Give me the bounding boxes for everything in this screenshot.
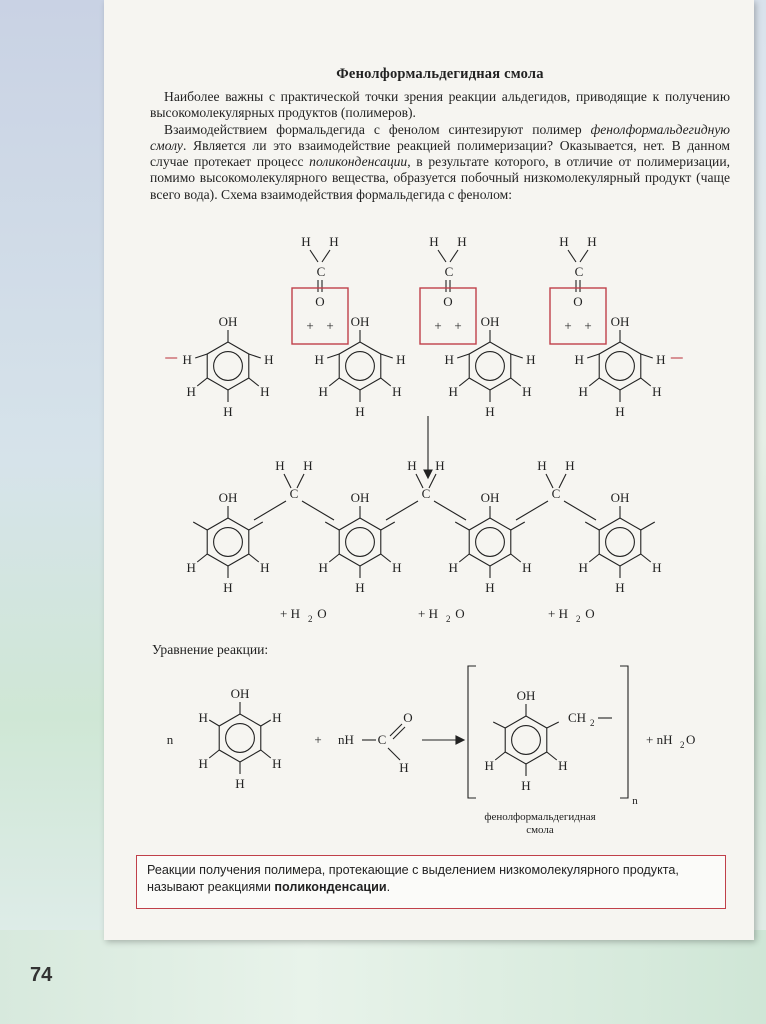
atom-label: H	[484, 758, 494, 773]
atom-label: O	[585, 606, 595, 621]
bond	[249, 554, 259, 562]
atom-label: H	[186, 560, 196, 575]
atom-label: H	[522, 560, 532, 575]
atom-label: H	[485, 404, 495, 419]
background-wave	[0, 930, 766, 1024]
bond	[516, 501, 548, 520]
atom-label: H	[223, 580, 233, 595]
atom-label: H	[574, 352, 584, 367]
aromatic-circle	[476, 528, 505, 557]
atom-label: nH	[338, 732, 354, 747]
atom-label: H	[558, 758, 568, 773]
bond	[459, 378, 469, 386]
paragraph-intro: Наиболее важны с практической точки зрения реакции альдегидов, приводящие к получению высокомолекулярных продуктов (полимеров).	[150, 89, 730, 121]
atom-label: O	[455, 606, 465, 621]
bond	[254, 501, 286, 520]
atom-label: C	[421, 486, 431, 501]
atom-label: OH	[218, 490, 238, 505]
atom-label: H	[272, 756, 282, 771]
atom-label: C	[377, 732, 387, 747]
arrow-head	[424, 470, 432, 478]
product-caption-1: фенолформальдегидная	[484, 811, 596, 823]
aromatic-circle	[226, 724, 255, 753]
atom-label: H	[587, 234, 597, 249]
bond	[284, 474, 291, 488]
atom-label: H	[578, 560, 588, 575]
bond	[589, 554, 599, 562]
bond	[641, 354, 653, 358]
bond	[381, 354, 393, 358]
subscript: 2	[590, 718, 595, 728]
atom-label: H	[444, 352, 454, 367]
atom-label: OH	[480, 490, 500, 505]
bond	[450, 250, 458, 262]
bond	[511, 378, 521, 386]
atom-label: OH	[350, 314, 370, 329]
atom-label: H	[301, 234, 311, 249]
aromatic-circle	[214, 528, 243, 557]
atom-label: + H	[280, 606, 300, 621]
definition-box: Реакции получения полимера, протекающие с выделением низкомолекулярного продукта, называют реакциями поликонденсации.	[136, 855, 726, 909]
bond	[585, 522, 599, 530]
bond	[455, 522, 469, 530]
atom-label: O	[317, 606, 327, 621]
bracket-right	[620, 666, 628, 798]
atom-label: H	[652, 560, 662, 575]
bond	[209, 750, 219, 758]
bond	[546, 474, 553, 488]
atom-label: OH	[516, 688, 536, 703]
bond	[329, 554, 339, 562]
bond	[261, 750, 271, 758]
bond	[310, 250, 318, 262]
atom-label: H	[485, 580, 495, 595]
bond	[297, 474, 304, 488]
product-caption-2: смола	[526, 824, 554, 836]
atom-label: H	[521, 778, 531, 793]
aromatic-circle	[606, 528, 635, 557]
bond	[547, 722, 559, 728]
bond	[388, 748, 400, 760]
bond	[459, 554, 469, 562]
atom-label: H	[429, 234, 439, 249]
aromatic-circle	[214, 352, 243, 381]
bond	[493, 722, 505, 728]
bond	[511, 354, 523, 358]
atom-label: n	[166, 732, 174, 747]
bond	[495, 752, 505, 760]
page-number: 74	[30, 964, 53, 986]
atom-label: n	[632, 795, 638, 807]
bond	[302, 501, 334, 520]
atom-label: H	[407, 458, 417, 473]
bond	[580, 250, 588, 262]
bond	[641, 378, 651, 386]
bond	[393, 727, 405, 739]
aromatic-circle	[346, 352, 375, 381]
atom-label: O	[573, 294, 583, 309]
atom-label: H	[615, 404, 625, 419]
bond	[547, 752, 557, 760]
atom-label: O	[403, 710, 413, 725]
arrow-head	[456, 736, 464, 744]
atom-label: H	[565, 458, 575, 473]
bond	[327, 354, 339, 358]
atom-label: H	[448, 560, 458, 575]
bond	[261, 720, 271, 726]
atom-label: H	[537, 458, 547, 473]
atom-label: O	[686, 732, 696, 747]
atom-label: H	[235, 776, 245, 791]
atom-label: O	[443, 294, 453, 309]
atom-label: H	[329, 234, 339, 249]
bond	[193, 522, 207, 530]
atom-label: + H	[548, 606, 568, 621]
atom-label: OH	[218, 314, 238, 329]
subscript: 2	[308, 614, 313, 624]
atom-label: + H	[418, 606, 438, 621]
bond	[511, 522, 525, 530]
bond	[564, 501, 596, 520]
bond	[568, 250, 576, 262]
bond	[197, 378, 207, 386]
aromatic-circle	[346, 528, 375, 557]
bond	[381, 554, 391, 562]
atom-label: H	[318, 384, 328, 399]
text-block	[150, 66, 730, 203]
atom-label: C	[574, 264, 584, 279]
atom-label: H	[578, 384, 588, 399]
bond	[434, 501, 466, 520]
reaction-scheme	[110, 226, 756, 646]
atom-label: H	[318, 560, 328, 575]
atom-label: +	[314, 732, 322, 747]
atom-label: +	[306, 318, 314, 333]
atom-label: H	[399, 760, 409, 775]
atom-label: CH	[568, 710, 587, 725]
atom-label: H	[272, 710, 282, 725]
atom-label: H	[526, 352, 536, 367]
atom-label: +	[434, 318, 442, 333]
bond	[197, 554, 207, 562]
bond	[249, 378, 259, 386]
atom-label: C	[289, 486, 299, 501]
subscript: 2	[680, 740, 685, 750]
bond	[195, 354, 207, 358]
paragraph-polycondensation: Взаимодействием формальдегида с фенолом синтезируют полимер фенолформальдегидную смолу. Является ли это взаимодействие реакцией полимеризации? Оказывается, нет. В данном случае протекает процесс поликонденсации, в результате которого, в отличие от полимеризации, помимо высокомолекулярного вещества, образуется побочный низкомолекулярный продукт (чаще всего вода). Схема взаимодействия формальдегида с фенолом:	[150, 121, 730, 202]
bond	[390, 724, 402, 736]
atom-label: +	[584, 318, 592, 333]
atom-label: H	[355, 580, 365, 595]
section-title: Фенолформальдегидная смола	[336, 66, 544, 82]
bond	[249, 522, 263, 530]
atom-label: H	[260, 560, 270, 575]
bond	[559, 474, 566, 488]
background-band	[0, 0, 110, 1024]
atom-label: + nH	[646, 732, 673, 747]
bond	[209, 720, 219, 726]
atom-label: H	[264, 352, 274, 367]
bond	[329, 378, 339, 386]
bond	[416, 474, 423, 488]
atom-label: H	[314, 352, 324, 367]
atom-label: H	[392, 560, 402, 575]
bond	[325, 522, 339, 530]
bond	[511, 554, 521, 562]
bond	[381, 378, 391, 386]
atom-label: OH	[610, 314, 630, 329]
bond	[641, 554, 651, 562]
atom-label: OH	[230, 686, 250, 701]
atom-label: H	[457, 234, 467, 249]
atom-label: +	[454, 318, 462, 333]
atom-label: H	[559, 234, 569, 249]
reaction-equation	[150, 660, 730, 840]
atom-label: H	[182, 352, 192, 367]
atom-label: OH	[610, 490, 630, 505]
atom-label: H	[186, 384, 196, 399]
atom-label: OH	[350, 490, 370, 505]
atom-label: +	[564, 318, 572, 333]
atom-label: H	[223, 404, 233, 419]
atom-label: C	[444, 264, 454, 279]
bond	[249, 354, 261, 358]
atom-label: +	[326, 318, 334, 333]
aromatic-circle	[606, 352, 635, 381]
atom-label: H	[435, 458, 445, 473]
atom-label: H	[392, 384, 402, 399]
aromatic-circle	[512, 726, 541, 755]
bond	[381, 522, 395, 530]
bond	[641, 522, 655, 530]
bond	[429, 474, 436, 488]
bond	[587, 354, 599, 358]
bond	[589, 378, 599, 386]
atom-label: H	[355, 404, 365, 419]
atom-label: H	[275, 458, 285, 473]
atom-label: H	[260, 384, 270, 399]
atom-label: H	[198, 710, 208, 725]
subscript: 2	[446, 614, 451, 624]
atom-label: H	[656, 352, 666, 367]
bond	[322, 250, 330, 262]
atom-label: H	[652, 384, 662, 399]
equation-label: Уравнение реакции:	[152, 642, 269, 657]
atom-label: H	[303, 458, 313, 473]
bond	[386, 501, 418, 520]
atom-label: H	[615, 580, 625, 595]
atom-label: H	[198, 756, 208, 771]
atom-label: OH	[480, 314, 500, 329]
atom-label: H	[448, 384, 458, 399]
aromatic-circle	[476, 352, 505, 381]
atom-label: C	[551, 486, 561, 501]
subscript: 2	[576, 614, 581, 624]
bracket-left	[468, 666, 476, 798]
atom-label: H	[522, 384, 532, 399]
bond	[438, 250, 446, 262]
atom-label: C	[316, 264, 326, 279]
bond	[457, 354, 469, 358]
atom-label: O	[315, 294, 325, 309]
atom-label: H	[396, 352, 406, 367]
